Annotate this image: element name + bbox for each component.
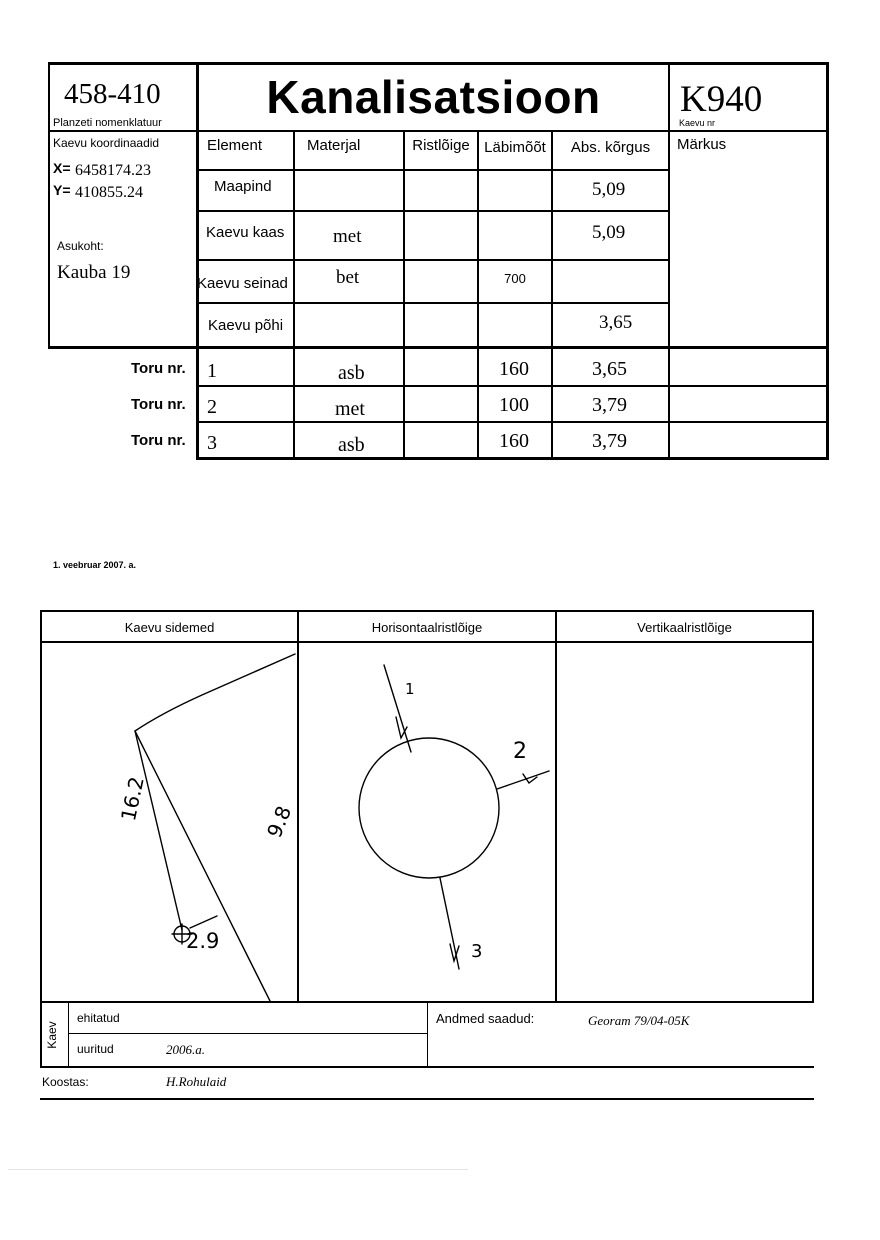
header-well-connections: Kaevu sidemed (124, 620, 215, 635)
row-diameter-walls: 700 (504, 271, 526, 286)
pipe-label-2: Toru nr. (131, 396, 186, 413)
row-height-bottom: 3,65 (599, 312, 633, 333)
row-material-cover: met (333, 226, 362, 247)
row-element-ground: Maapind (214, 178, 272, 195)
pipe-no-3: 3 (207, 432, 217, 454)
well-number-label: Kaevu nr (679, 118, 716, 128)
surveyed-label: uuritud (77, 1042, 114, 1056)
pipe-no-2: 2 (207, 396, 217, 418)
col-header-cross-section: Ristlõige (412, 137, 470, 154)
author-value: H.Rohulaid (166, 1074, 227, 1089)
x-label: X= (53, 160, 71, 176)
well-number: K940 (680, 79, 763, 120)
header-horizontal-section: Horisontaalristlõige (371, 620, 483, 635)
well-connections-sketch (42, 643, 297, 1001)
col-header-abs-height: Abs. kõrgus (570, 139, 651, 156)
built-label: ehitatud (77, 1011, 120, 1025)
row-material-walls: bet (336, 267, 360, 288)
pipe-height-3: 3,79 (592, 430, 627, 452)
well-side-label: Kaev (45, 1021, 59, 1049)
y-value: 410855.24 (75, 184, 143, 201)
pipe-diameter-3: 160 (499, 430, 529, 452)
row-element-cover: Kaevu kaas (206, 224, 285, 241)
pipe-diameter-2: 100 (499, 394, 529, 416)
location-label: Asukoht: (57, 239, 104, 253)
coords-label: Kaevu koordinaadid (53, 136, 160, 150)
pipe-diameter-1: 160 (499, 358, 529, 380)
data-source-value: Georam 79/04-05K (588, 1013, 690, 1028)
pipe-label-1: Toru nr. (131, 360, 186, 377)
row-height-cover: 5,09 (592, 222, 626, 243)
pipe-material-2: met (335, 398, 365, 420)
pipe-label-3: Toru nr. (131, 432, 186, 449)
col-header-diameter: Läbimõõt (484, 139, 546, 156)
x-value: 6458174.23 (75, 162, 151, 179)
pipe-height-2: 3,79 (592, 394, 627, 416)
pipe-material-1: asb (338, 362, 365, 384)
row-element-walls: Kaevu seinad (197, 275, 288, 292)
author-label: Koostas: (42, 1075, 89, 1089)
sketch-distance-a: 16.2 (116, 774, 149, 823)
col-header-notes: Märkus (677, 136, 727, 153)
bottom-scan-line (8, 1169, 468, 1170)
sketch-distance-c: 2.9 (186, 929, 220, 953)
horizontal-section-sketch (299, 643, 555, 1001)
sketch-pipe-2: 2 (513, 739, 527, 764)
col-header-material: Materjal (307, 137, 361, 154)
nomenclature-number: 458-410 (64, 78, 161, 110)
document-date: 1. veebruar 2007. a. (53, 560, 137, 570)
row-element-bottom: Kaevu põhi (208, 317, 284, 334)
data-source-label: Andmed saadud: (436, 1011, 535, 1026)
location-value: Kauba 19 (57, 262, 131, 283)
header-vertical-section: Vertikaalristlõige (637, 620, 732, 635)
sketch-pipe-1: 1 (405, 680, 415, 698)
pipe-no-1: 1 (207, 360, 217, 382)
col-header-element: Element (207, 137, 263, 154)
row-height-ground: 5,09 (592, 179, 626, 200)
y-label: Y= (53, 182, 71, 198)
surveyed-value: 2006.a. (166, 1042, 205, 1057)
sketch-pipe-3: 3 (471, 941, 483, 962)
pipe-height-1: 3,65 (592, 358, 627, 380)
sketch-distance-b: 9.8 (262, 802, 297, 841)
pipe-material-3: asb (338, 434, 365, 456)
page-title: Kanalisatsioon (266, 71, 601, 123)
nomenclature-label: Planzeti nomenklatuur (53, 117, 162, 129)
